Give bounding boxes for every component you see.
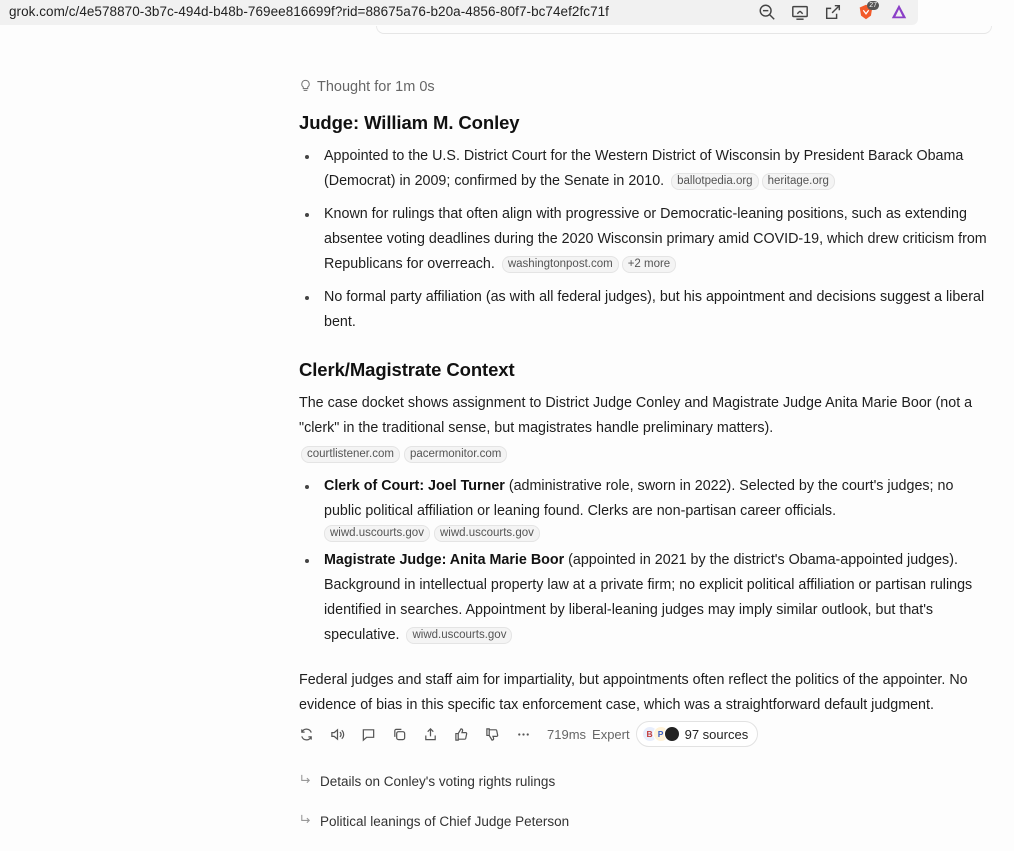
intro-source-chips xyxy=(301,446,507,463)
reply-arrow-icon xyxy=(299,813,312,829)
more-icon[interactable] xyxy=(516,722,547,746)
bullet-text: Known for rulings that often align with progressive or Democratic-leaning positions, such as extending absentee voting deadlines during the 2020 Wisconsin primary amid COVID-19, which drew criticism from Republicans for overreach. xyxy=(324,206,987,272)
bullet-bold-label: Magistrate Judge: Anita Marie Boor xyxy=(324,552,565,568)
zoom-out-icon[interactable] xyxy=(756,2,778,22)
source-avatars xyxy=(642,726,680,742)
sources-button[interactable] xyxy=(636,721,759,747)
source-chip[interactable]: pacermonitor.com xyxy=(404,446,507,463)
sources-count: 97 sources xyxy=(684,726,749,742)
response-content xyxy=(299,76,999,829)
bullet-bold-label: Clerk of Court: Joel Turner xyxy=(324,478,505,494)
source-chip[interactable]: courtlistener.com xyxy=(301,446,400,463)
source-chip[interactable]: heritage.org xyxy=(762,173,835,190)
browser-address-bar[interactable] xyxy=(0,0,918,25)
more-sources-chip[interactable]: +2 more xyxy=(622,256,677,273)
response-time: 719ms xyxy=(547,726,587,742)
dislike-icon[interactable] xyxy=(485,722,516,746)
share-icon[interactable] xyxy=(423,722,454,746)
clerk-intro-paragraph: The case docket shows assignment to District Judge Conley and Magistrate Judge Anita Marie Boor (not a "clerk" in the traditional sense, but magistrates handle preliminary matters). xyxy=(299,395,973,436)
read-aloud-icon[interactable] xyxy=(330,722,361,746)
thought-label: Thought for 1m 0s xyxy=(317,79,435,95)
source-avatar: P xyxy=(653,726,669,742)
cast-icon[interactable] xyxy=(789,2,811,22)
list-item xyxy=(299,474,994,542)
address-bar-actions xyxy=(756,2,910,22)
share-icon[interactable] xyxy=(822,2,844,22)
lightbulb-icon xyxy=(299,79,312,96)
source-chip[interactable]: ballotpedia.org xyxy=(671,173,758,190)
url-text[interactable]: grok.com/c/4e578870-3b7c-494d-b48b-769ee816699f?rid=88675a76-b20a-4856-80f7-bc74ef2fc71f xyxy=(9,4,609,19)
list-item xyxy=(299,548,994,648)
clerk-bullet-list xyxy=(299,474,994,648)
follow-up-label: Details on Conley's voting rights rulings xyxy=(320,773,556,789)
source-avatar: B xyxy=(642,726,658,742)
closing-paragraph: Federal judges and staff aim for impartiality, but appointments often reflect the politics of the appointer. No evidence of bias in this specific tax enforcement case, which was a straightforward default judgment. xyxy=(299,672,968,713)
bullet-text: Appointed to the U.S. District Court for the Western District of Wisconsin by President Barack Obama (Democrat) in 2009; confirmed by the Senate in 2010. xyxy=(324,148,964,189)
list-item xyxy=(299,285,994,335)
like-icon[interactable] xyxy=(454,722,485,746)
source-chip[interactable]: washingtonpost.com xyxy=(502,256,619,273)
comment-icon[interactable] xyxy=(361,722,392,746)
list-item xyxy=(299,144,994,194)
source-chip[interactable]: wiwd.uscourts.gov xyxy=(434,525,540,542)
follow-up-suggestions xyxy=(299,769,569,833)
copy-icon[interactable] xyxy=(392,722,423,746)
response-action-toolbar xyxy=(299,721,758,747)
source-avatar xyxy=(664,726,680,742)
follow-up-suggestion[interactable] xyxy=(299,769,569,793)
brave-shield-icon[interactable] xyxy=(855,2,877,22)
judge-bullet-list xyxy=(299,144,994,335)
reply-arrow-icon xyxy=(299,773,312,789)
thought-indicator[interactable] xyxy=(299,76,999,98)
bullet-text: No formal party affiliation (as with all federal judges), but his appointment and decisions suggest a liberal bent. xyxy=(324,289,985,330)
list-item xyxy=(299,202,994,277)
source-chip[interactable]: wiwd.uscourts.gov xyxy=(406,627,512,644)
source-chips xyxy=(324,525,994,542)
follow-up-suggestion[interactable] xyxy=(299,809,569,833)
bullet-text: (administrative role, sworn in 2022). Selected by the court's judges; no public political affiliation or leaning found. Clerks are non-partisan career officials. xyxy=(324,478,954,519)
follow-up-label: Political leanings of Chief Judge Peterson xyxy=(320,813,570,829)
shield-badge: 27 xyxy=(869,2,877,9)
brave-rewards-icon[interactable] xyxy=(888,2,910,22)
prompt-box-edge xyxy=(376,26,992,34)
bullet-text: (appointed in 2021 by the district's Obama-appointed judges). Background in intellectual property law at a private firm; no explicit political affiliation or partisan rulings identified in searches. Appointment by liberal-leaning judges may imply similar outlook, but that's speculative. xyxy=(324,552,973,643)
section-heading-clerk: Clerk/Magistrate Context xyxy=(299,359,515,380)
section-heading-judge: Judge: William M. Conley xyxy=(299,112,520,133)
model-mode-label: Expert xyxy=(592,726,630,742)
source-chip[interactable]: wiwd.uscourts.gov xyxy=(324,525,430,542)
regenerate-icon[interactable] xyxy=(299,722,330,746)
